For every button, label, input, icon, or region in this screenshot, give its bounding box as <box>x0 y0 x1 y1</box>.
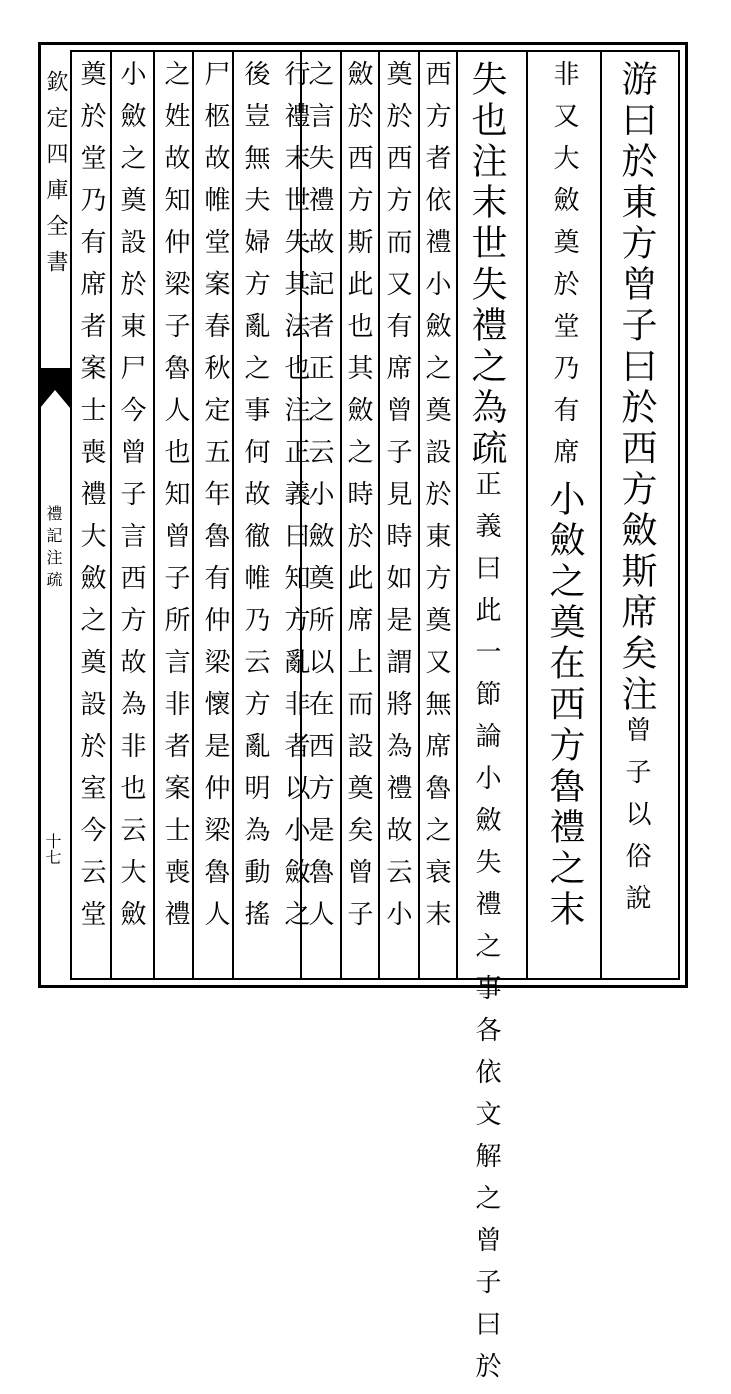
annotation-text: 非又大斂奠於堂乃有席 <box>549 60 579 480</box>
column-rule <box>456 52 458 978</box>
margin-strip <box>40 50 70 980</box>
text-column-5: 奠於西方而又有席曾子見時如是謂將為禮故云小 <box>382 60 412 942</box>
column-rule <box>378 52 380 978</box>
section-title: 禮記注疏 <box>44 505 63 593</box>
column-rule <box>600 52 602 978</box>
annotation-text: 正義曰此一節論小斂失禮之事各依文解之曾子曰於 <box>471 470 501 1394</box>
column-rule <box>526 52 528 978</box>
text-column-6: 斂於西方斯此也其斂之時於此席上而設奠矣曾子 <box>343 60 373 942</box>
text-column-10: 尸柩故帷堂案春秋定五年魯有仲梁懷是仲梁魯人 <box>200 60 230 942</box>
column-rule <box>192 52 194 978</box>
text-column-7: 之言失禮故記者正之云小斂奠所以在西方是魯人 <box>304 60 334 942</box>
text-column-12: 小斂之奠設於東尸今曾子言西方故為非也云大斂 <box>116 60 146 942</box>
text-column-1 <box>612 60 660 926</box>
page-number: 十七 <box>43 833 62 865</box>
annotation-text: 曾子以俗說 <box>621 716 651 926</box>
text-column-13: 奠於堂乃有席者案士喪禮大斂之奠設於室今云堂 <box>76 60 106 942</box>
text-column-9: 後豈無夫婦方亂之事何故徹帷乃云方亂明為動搖 <box>240 60 270 942</box>
book-title: 欽定四庫全書 <box>43 70 68 286</box>
fish-tail-mark-icon <box>40 368 70 408</box>
column-rule <box>232 52 234 978</box>
main-text: 游曰於東方曾子曰於西方斂斯席矣注 <box>616 60 657 716</box>
text-column-3 <box>462 60 510 1394</box>
main-text: 失也注末世失禮之為疏 <box>466 60 507 470</box>
column-rule <box>340 52 342 978</box>
text-column-8: 行禮末世失其法也注正義曰知方亂非者以小斂之 <box>280 60 310 942</box>
column-rule <box>110 52 112 978</box>
text-column-2 <box>540 60 588 931</box>
text-column-4: 西方者依禮小斂之奠設於東方奠又無席魯之衰末 <box>421 60 451 942</box>
column-rule <box>153 52 155 978</box>
main-text: 小斂之奠在西方魯禮之末 <box>544 480 585 931</box>
column-rule <box>418 52 420 978</box>
text-column-11: 之姓故知仲梁子魯人也知曾子所言非者案士喪禮 <box>160 60 190 942</box>
